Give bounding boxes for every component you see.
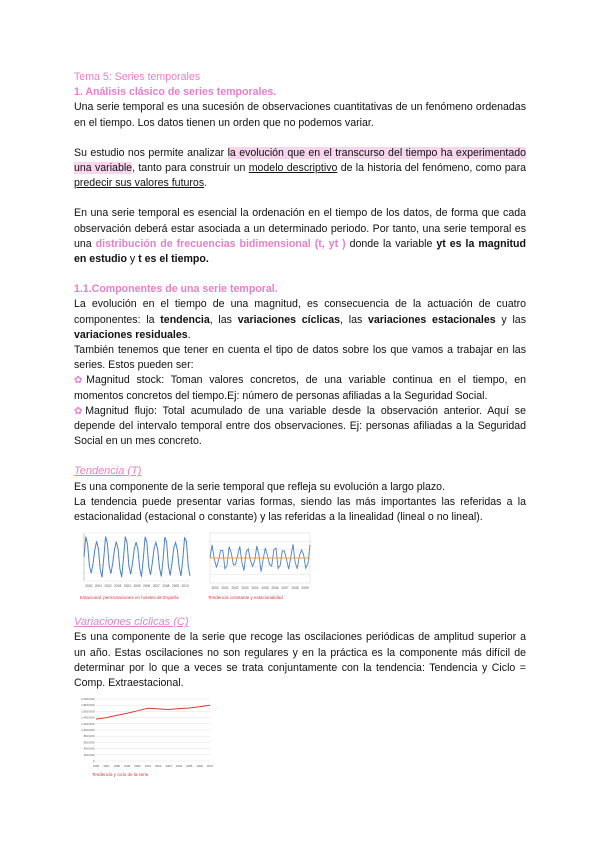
chart-constante-x-tick: 2001 (221, 586, 229, 591)
chart-ciclo-y-tick: 400.000 (83, 746, 95, 751)
chart-ciclo-y-tick: 2.000.000 (81, 697, 95, 702)
chart-constante-x-tick: 2002 (231, 586, 239, 591)
chart-estacional (74, 529, 194, 607)
chart-ciclo-x-tick: 2000 (134, 764, 141, 769)
section-1-1-paragraph-1: La evolución en el tiempo de una magnitud, es consecuencia de la actuación de cuatro componentes: la tendencia, las variaciones cíclicas, las variaciones estacionales y las variaciones residuales. (74, 298, 526, 341)
chart-estacional-plot (74, 529, 194, 595)
tendencia-paragraph-2: La tendencia puede presentar varias formas, siendo las más importantes las referidas a la estacionalidad (estacional o constante) y las referidas a la linealidad (lineal o no lineal). (74, 495, 526, 524)
section-1-paragraph-2: Su estudio nos permite analizar la evolución que en el transcurso del tiempo ha experimentado una variable, tanto para construir un modelo descriptivo de la historia del fenómeno, como para predecir sus valores futuros. (74, 146, 527, 190)
chart-ciclo-series-line (96, 705, 210, 719)
chart-estacional-x-tick: 2005 (133, 584, 141, 589)
section-1-1-heading: 1.1.Componentes de una serie temporal. (74, 283, 278, 296)
chart-ciclo-x-tick: 1998 (113, 764, 120, 769)
chart-ciclo-x-tick: 1999 (123, 764, 131, 769)
chart-constante-x-tick: 2007 (281, 586, 289, 591)
flower-icon: ✿ (74, 375, 87, 387)
chart-ciclo (74, 695, 214, 783)
chart-ciclo-y-tick: 800.000 (83, 734, 95, 739)
chart-ciclo-y-tick: 1.200.000 (81, 722, 95, 727)
chart-constante-plot (206, 529, 314, 595)
chart-estacional-x-tick: 2006 (143, 584, 151, 589)
tendencia-heading: Tendencia (T) (74, 465, 142, 478)
chart-ciclo-y-tick: 200.000 (83, 753, 95, 758)
chart-ciclo-y-tick: 0 (92, 759, 95, 764)
chart-estacional-x-tick: 2000 (85, 584, 93, 589)
chart-estacional-x-tick: 2002 (104, 584, 112, 589)
tendencia-paragraph-1: Es una componente de la serie temporal que refleja su evolución a largo plazo. (74, 480, 446, 493)
chart-estacional-x-tick: 2007 (152, 584, 160, 589)
chart-estacional-x-tick: 2008 (162, 584, 170, 589)
flower-icon: ✿ (74, 405, 86, 417)
chart-ciclo-x-tick: 2002 (155, 764, 162, 769)
chart-constante-x-tick: 2000 (211, 586, 219, 591)
chart-constante-caption: Tendencia constante y estacionalidad (208, 595, 283, 601)
chart-ciclo-caption: Tendencia y ciclo de la serie (92, 772, 149, 778)
chart-constante-x-tick: 2006 (271, 586, 279, 591)
chart-ciclo-x-tick: 1997 (103, 764, 110, 769)
distribucion-term: distribución de frecuencias bidimensional (t, yt ) (95, 237, 346, 250)
page-title: Tema 5: Series temporales (74, 71, 201, 83)
ciclicas-heading: Variaciones cíclicas (C) (74, 616, 189, 629)
chart-ciclo-y-tick: 1.000.000 (81, 728, 95, 733)
chart-ciclo-y-tick: 600.000 (83, 740, 95, 745)
chart-ciclo-x-tick: 2007 (206, 764, 214, 769)
chart-constante-x-tick: 2009 (301, 586, 309, 591)
section-1-heading: 1. Análisis clásico de series temporales. (74, 86, 277, 99)
chart-ciclo-y-tick: 1.400.000 (81, 715, 95, 720)
ciclicas-paragraph-1: Es una componente de la serie que recoge las oscilaciones periódicas de amplitud superior a un año. Estas oscilaciones no son regulares y en la práctica es la componente más difícil de determinar por lo que a veces se trata conjuntamente con la tendencia: Tendencia y Ciclo = Comp. Extraestacional. (74, 631, 526, 690)
chart-estacional-x-tick: 2001 (94, 584, 103, 589)
chart-ciclo-x-tick: 2005 (186, 764, 193, 769)
chart-constante-x-tick: 2008 (291, 586, 299, 591)
chart-ciclo-x-tick: 2003 (165, 764, 172, 769)
chart-ciclo-y-tick: 1.600.000 (81, 709, 95, 714)
underline-predecir: predecir sus valores futuros (74, 177, 205, 190)
chart-constante-x-tick: 2004 (251, 586, 259, 591)
chart-constante-x-tick: 2003 (241, 586, 249, 591)
chart-ciclo-x-tick: 1996 (92, 764, 100, 769)
bullet-stock: ✿Magnitud stock: Toman valores concretos, de una variable continua en el tiempo, en momentos concretos del tiempo.Ej: número de personas afiliadas a la Seguridad Social. (74, 374, 526, 402)
section-1-1-paragraph-2: También tenemos que tener en cuenta el tipo de datos sobre los que vamos a trabajar en las series. Estos pueden ser: (74, 344, 526, 372)
chart-constante-x-tick: 2005 (261, 586, 269, 591)
chart-constante (206, 529, 314, 607)
chart-ciclo-x-tick: 2001 (144, 764, 151, 769)
section-1-paragraph-3: En una serie temporal es esencial la ordenación en el tiempo de los datos, de forma que cada observación deberá estar asociada a un determinado periodo. Por tanto, una serie temporal es una distribución de frecuencias bidimensional (t, yt ) donde la variable yt es la magnitud en estudio y t es el tiempo. (74, 207, 526, 266)
highlight-evolucion: la evolución que en el transcurso del tiempo ha experimentado una variable (74, 146, 527, 175)
tendencia-figures (74, 529, 526, 607)
chart-estacional-x-tick: 2010 (181, 584, 189, 589)
chart-ciclo-plot (74, 695, 214, 771)
section-1-paragraph-1: Una serie temporal es una sucesión de observaciones cuantitativas de un fenómeno ordenadas en el tiempo. Los datos tienen un orden que no podemos variar. (74, 101, 526, 129)
chart-estacional-x-tick: 2004 (123, 584, 131, 589)
chart-estacional-x-tick: 2009 (171, 584, 180, 589)
chart-ciclo-y-tick: 1.800.000 (81, 703, 95, 708)
chart-ciclo-x-tick: 2004 (175, 764, 183, 769)
chart-estacional-x-tick: 2003 (114, 584, 122, 589)
underline-modelo: modelo descriptivo (248, 162, 338, 175)
chart-ciclo-x-tick: 2006 (196, 764, 203, 769)
document-body (74, 70, 526, 783)
chart-estacional-caption: Estacional: pernoctaciones en hoteles de España (80, 595, 179, 601)
bullet-flujo: ✿Magnitud flujo: Total acumulado de una variable desde la observación anterior. Aquí se depende del intervalo temporal entre dos observaciones. Ej: personas afiliadas a la Seguridad Social en un mes concreto. (74, 404, 526, 448)
